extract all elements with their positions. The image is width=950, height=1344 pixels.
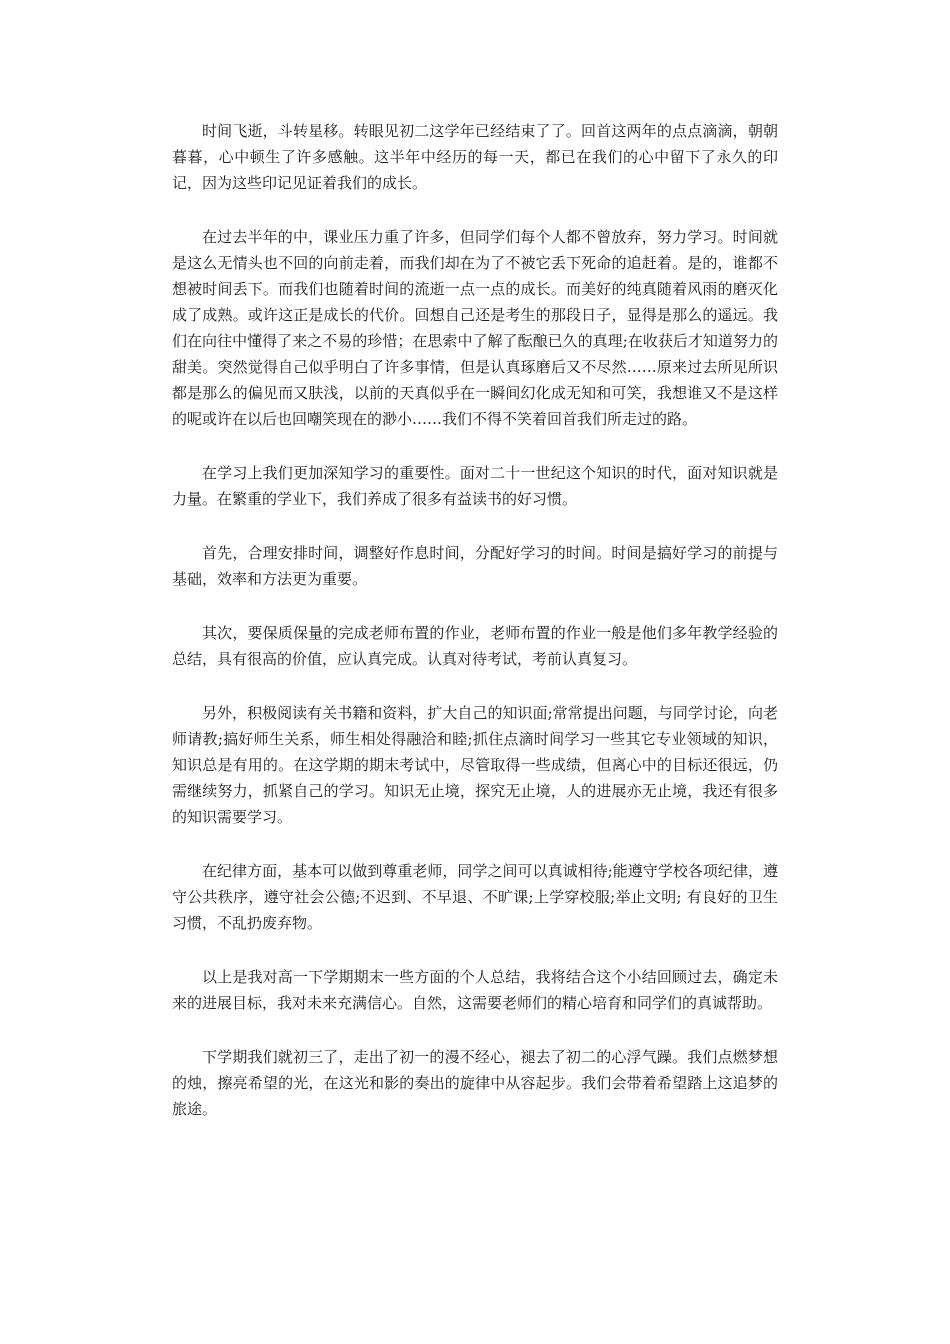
paragraph-1: 时间飞逝，斗转星移。转眼见初二这学年已经结束了了。回首这两年的点点滴滴，朝朝暮暮，心中顿生了许多感触。这半年中经历的每一天，都已在我们的心中留下了永久的印记，因为这些印记见证着我们的成长。 [172, 122, 778, 192]
paragraph-7: 在纪律方面，基本可以做到尊重老师，同学之间可以真诚相待;能遵守学校各项纪律，遵守公共秩序，遵守社会公德;不迟到、不早退、不旷课;上学穿校服;举止文明; 有良好的卫生习惯，不乱扔废弃物。 [172, 862, 778, 932]
paragraph-6: 另外，积极阅读有关书籍和资料，扩大自己的知识面;常常提出问题，与同学讨论，向老师请教;搞好师生关系，师生相处得融洽和睦;抓住点滴时间学习一些其它专业领域的知识，知识总是有用的。在这学期的期末考试中，尽管取得一些成绩，但离心中的目标还很远，仍需继续努力，抓紧自己的学习。知识无止境，探究无止境，人的进展亦无止境，我还有很多的知识需要学习。 [172, 704, 778, 826]
paragraph-8: 以上是我对高一下学期期末一些方面的个人总结，我将结合这个小结回顾过去，确定未来的进展目标，我对未来充满信心。自然，这需要老师们的精心培育和同学们的真诚帮助。 [172, 968, 778, 1012]
document-body [172, 118, 778, 1150]
paragraph-9: 下学期我们就初三了，走出了初一的漫不经心，褪去了初二的心浮气躁。我们点燃梦想的烛，擦亮希望的光，在这光和影的奏出的旋律中从容起步。我们会带着希望踏上这追梦的旅途。 [172, 1048, 778, 1118]
paragraph-3: 在学习上我们更加深知学习的重要性。面对二十一世纪这个知识的时代，面对知识就是力量。在繁重的学业下，我们养成了很多有益读书的好习惯。 [172, 464, 778, 508]
paragraph-2: 在过去半年的中，课业压力重了许多，但同学们每个人都不曾放弃，努力学习。时间就是这么无情头也不回的向前走着，而我们却在为了不被它丢下死命的追赶着。是的，谁都不想被时间丢下。而我们也随着时间的流逝一点一点的成长。而美好的纯真随着风雨的磨灭化成了成熟。或许这正是成长的代价。回想自己还是考生的那段日子，显得是那么的遥远。我们在向往中懂得了来之不易的珍惜；在思索中了解了酝酿已久的真理;在收获后才知道努力的甜美。突然觉得自己似乎明白了许多事情，但是认真琢磨后又不尽然……原来过去所见所识都是那么的偏见而又肤浅，以前的天真似乎在一瞬间幻化成无知和可笑，我想谁又不是这样的呢或许在以后也回嘲笑现在的渺小……我们不得不笑着回首我们所走过的路。 [172, 228, 778, 428]
paragraph-5: 其次，要保质保量的完成老师布置的作业，老师布置的作业一般是他们多年教学经验的总结，具有很高的价值，应认真完成。认真对待考试，考前认真复习。 [172, 624, 778, 668]
paragraph-4: 首先，合理安排时间，调整好作息时间，分配好学习的时间。时间是搞好学习的前提与基础，效率和方法更为重要。 [172, 544, 778, 588]
